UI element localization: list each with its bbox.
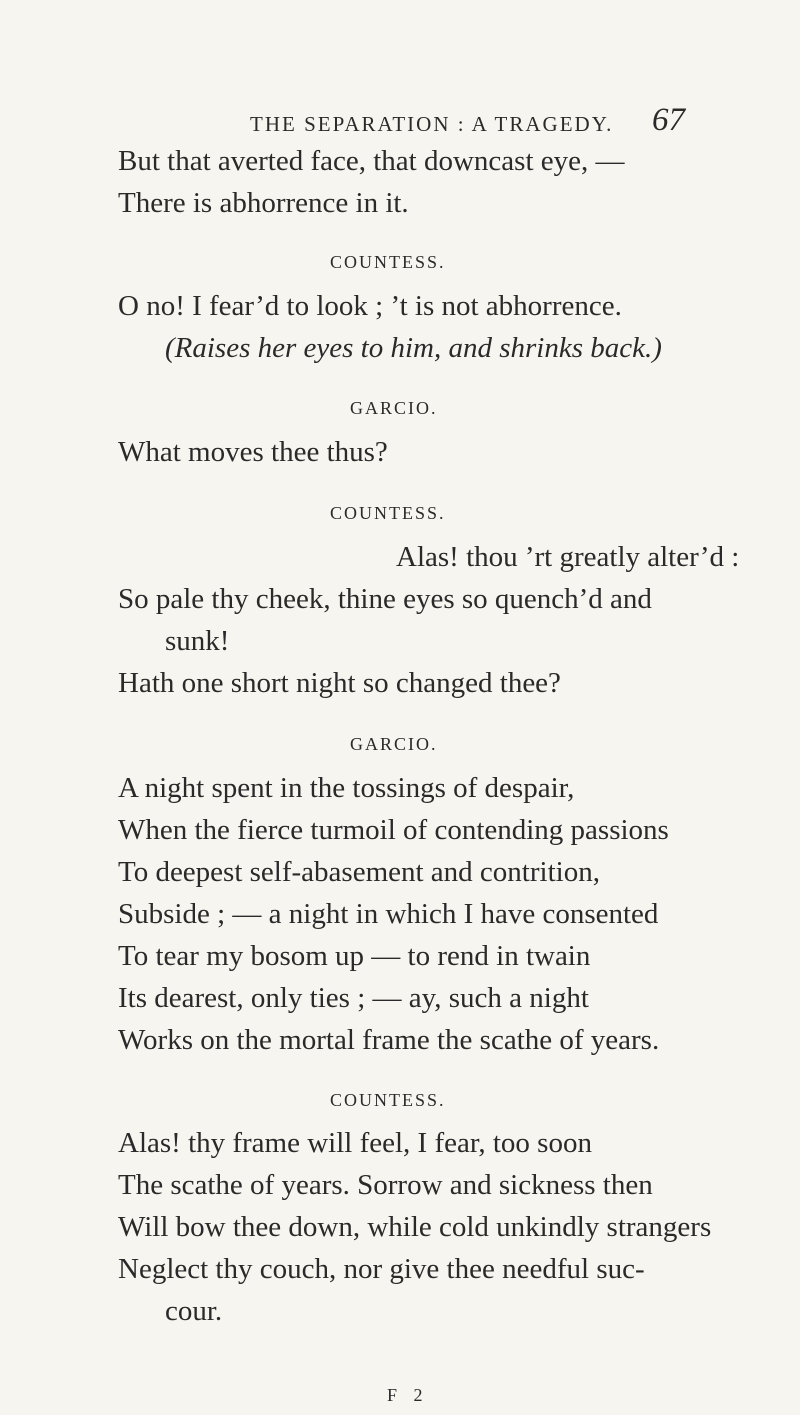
verse-line: Works on the mortal frame the scathe of years. bbox=[118, 1024, 660, 1056]
stage-direction: (Raises her eyes to him, and shrinks back.) bbox=[165, 332, 662, 364]
verse-line: Subside ; — a night in which I have consented bbox=[118, 898, 659, 930]
verse-line: When the fierce turmoil of contending passions bbox=[118, 814, 669, 846]
running-title: THE SEPARATION : A TRAGEDY. bbox=[250, 112, 614, 136]
page-number: 67 bbox=[652, 102, 685, 138]
verse-line: cour. bbox=[165, 1295, 223, 1327]
verse-line: sunk! bbox=[165, 625, 230, 657]
verse-line: Alas! thou ’rt greatly alter’d : bbox=[396, 541, 740, 573]
verse-line: The scathe of years. Sorrow and sickness then bbox=[118, 1169, 653, 1201]
speaker-name: COUNTESS. bbox=[330, 503, 446, 523]
verse-line: So pale thy cheek, thine eyes so quench’d and bbox=[118, 583, 652, 615]
verse-line: What moves thee thus? bbox=[118, 436, 388, 468]
verse-line: To deepest self-abasement and contrition, bbox=[118, 856, 600, 888]
speaker-name: GARCIO. bbox=[350, 734, 438, 754]
verse-line: Alas! thy frame will feel, I fear, too soon bbox=[118, 1127, 592, 1159]
verse-line: O no! I fear’d to look ; ’t is not abhorrence. bbox=[118, 290, 622, 322]
verse-line: Its dearest, only ties ; — ay, such a night bbox=[118, 982, 589, 1014]
verse-line: Will bow thee down, while cold unkindly strangers bbox=[118, 1211, 712, 1243]
verse-line: To tear my bosom up — to rend in twain bbox=[118, 940, 591, 972]
verse-line: A night spent in the tossings of despair, bbox=[118, 772, 575, 804]
verse-line: Neglect thy couch, nor give thee needful suc- bbox=[118, 1253, 645, 1285]
speaker-name: GARCIO. bbox=[350, 398, 438, 418]
speaker-name: COUNTESS. bbox=[330, 252, 446, 272]
verse-line: There is abhorrence in it. bbox=[118, 187, 409, 219]
speaker-name: COUNTESS. bbox=[330, 1090, 446, 1110]
signature-mark: F 2 bbox=[387, 1385, 429, 1405]
verse-line: Hath one short night so changed thee? bbox=[118, 667, 561, 699]
verse-line: But that averted face, that downcast eye, — bbox=[118, 145, 625, 177]
